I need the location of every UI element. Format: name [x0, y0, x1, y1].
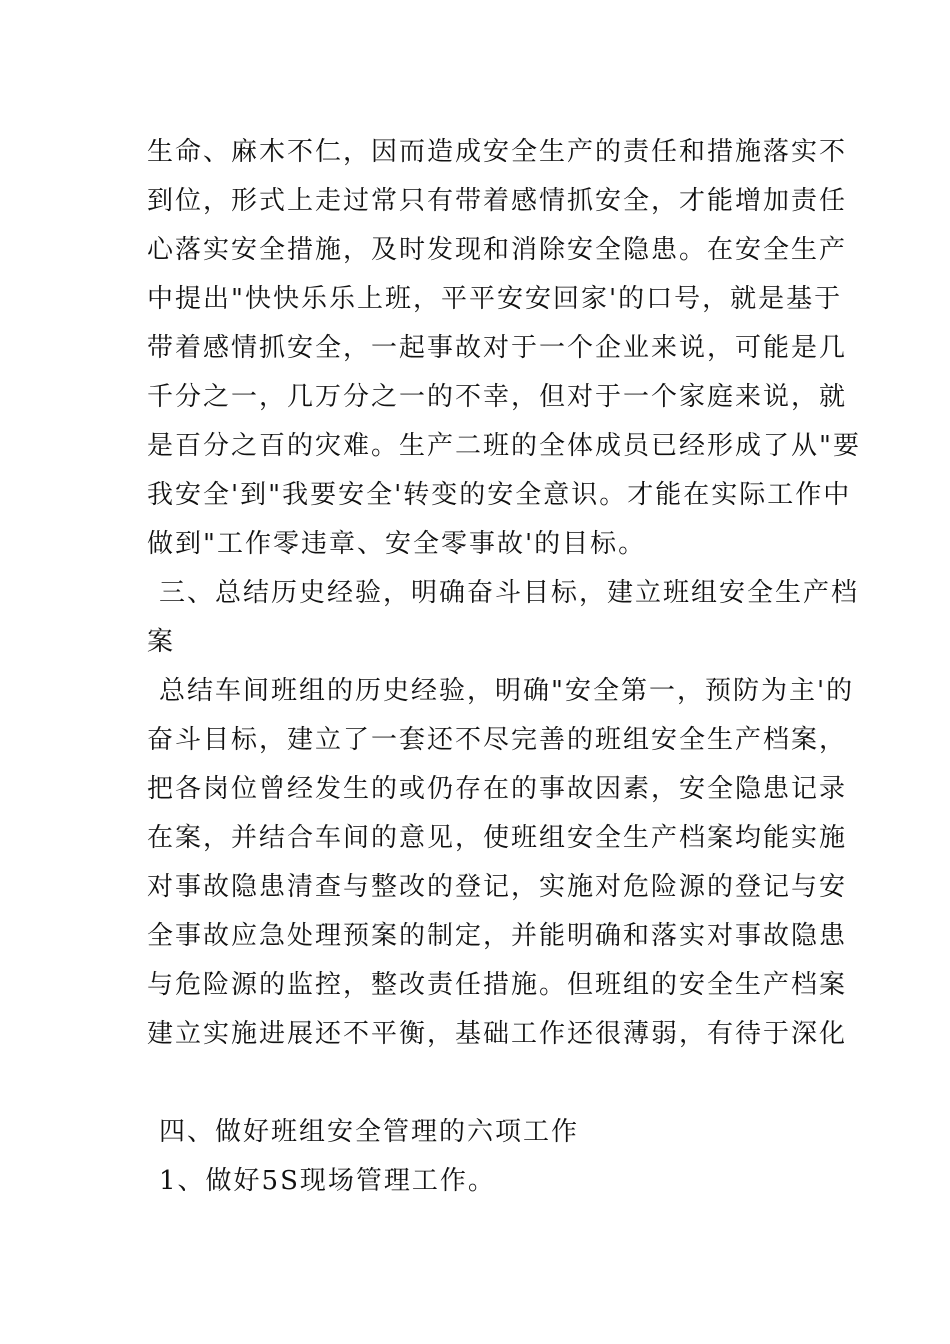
paragraph-line: 建立实施进展还不平衡，基础工作还很薄弱，有待于深化: [147, 1019, 848, 1049]
body-line: 带着感情抓安全，一起事故对于一个企业来说，可能是几: [147, 333, 848, 363]
body-line: 生命、麻木不仁，因而造成安全生产的责任和措施落实不: [147, 137, 848, 167]
paragraph-gap: [147, 1059, 807, 1108]
paragraph-line: 在案，并结合车间的意见，使班组安全生产档案均能实施: [147, 823, 848, 853]
list-item: 1、做好5S现场管理工作。: [159, 1166, 496, 1196]
paragraph-line: 把各岗位曾经发生的或仍存在的事故因素，安全隐患记录: [147, 774, 848, 804]
paragraph-line: 奋斗目标，建立了一套还不尽完善的班组安全生产档案，: [147, 725, 848, 755]
body-line: 是百分之百的灾难。生产二班的全体成员已经形成了从"要: [147, 431, 861, 461]
body-line: 心落实安全措施，及时发现和消除安全隐患。在安全生产: [147, 235, 848, 265]
paragraph-line: 全事故应急处理预案的制定，并能明确和落实对事故隐患: [147, 921, 848, 951]
body-line: 千分之一，几万分之一的不幸，但对于一个家庭来说，就: [147, 382, 848, 412]
body-line: 中提出"快快乐乐上班，平平安安回家'的口号，就是基于: [147, 284, 843, 314]
document-body: [147, 128, 861, 1206]
paragraph-line: 对事故隐患清查与整改的登记，实施对危险源的登记与安: [147, 872, 848, 902]
body-line: 到位，形式上走过常只有带着感情抓安全，才能增加责任: [147, 186, 848, 216]
section-heading-three-continuation: 案: [147, 627, 176, 657]
section-heading-three: 三、总结历史经验，明确奋斗目标，建立班组安全生产档: [159, 578, 860, 608]
body-line: 我安全'到"我要安全'转变的安全意识。才能在实际工作中: [147, 480, 852, 510]
body-line: 做到"工作零违章、安全零事故'的目标。: [147, 529, 647, 559]
paragraph-line: 与危险源的监控，整改责任措施。但班组的安全生产档案: [147, 970, 848, 1000]
paragraph-line: 总结车间班组的历史经验，明确"安全第一，预防为主'的: [159, 676, 855, 706]
section-heading-four: 四、做好班组安全管理的六项工作: [159, 1117, 580, 1147]
